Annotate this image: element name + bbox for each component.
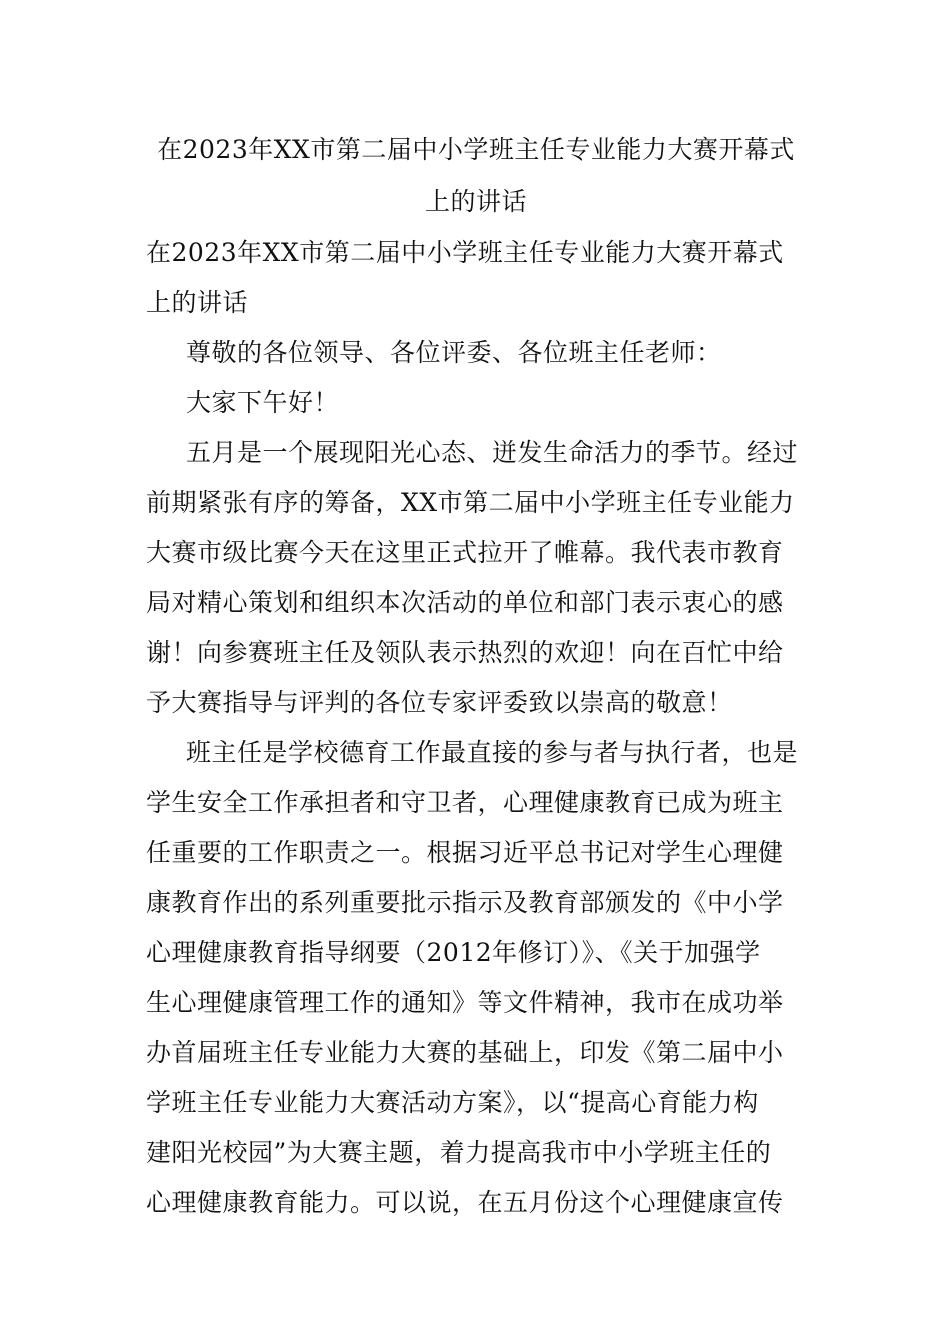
paragraph-line: 任重要的工作职责之一。根据习近平总书记对学生心理健	[146, 838, 784, 867]
paragraph-line: 局对精心策划和组织本次活动的单位和部门表示衷心的感	[146, 588, 784, 617]
paragraph-line: 办首届班主任专业能力大赛的基础上，印发《第二届中小	[146, 1038, 784, 1067]
paragraph-line: 大赛市级比赛今天在这里正式拉开了帷幕。我代表市教育	[146, 538, 784, 567]
paragraph-line: 前期紧张有序的筹备，XX市第二届中小学班主任专业能力	[146, 488, 795, 517]
paragraph-line: 建阳光校园”为大赛主题，着力提高我市中小学班主任的	[146, 1138, 772, 1167]
paragraph-line: 生心理健康管理工作的通知》等文件精神，我市在成功举	[146, 988, 784, 1017]
paragraph-line: 予大赛指导与评判的各位专家评委致以崇高的敬意！	[146, 688, 733, 717]
paragraph-line: 心理健康教育指导纲要（2012年修订）》、《关于加强学	[146, 938, 761, 967]
subtitle-line-2: 上的讲话	[146, 288, 249, 317]
paragraph-line: 康教育作出的系列重要批示指示及教育部颁发的《中小学	[146, 888, 784, 917]
greeting: 大家下午好！	[186, 388, 340, 417]
paragraph-line: 五月是一个展现阳光心态、迸发生命活力的季节。经过	[186, 438, 799, 467]
document-page	[146, 124, 806, 1228]
salutation: 尊敬的各位领导、各位评委、各位班主任老师：	[186, 338, 722, 367]
paragraph-2	[146, 728, 806, 1228]
document-title	[146, 124, 806, 228]
title-line-2: 上的讲话	[424, 187, 527, 216]
title-line-1: 在2023年XX市第二届中小学班主任专业能力大赛开幕式	[157, 135, 795, 164]
paragraph-line: 学生安全工作承担者和守卫者，心理健康教育已成为班主	[146, 788, 784, 817]
paragraph-line: 学班主任专业能力大赛活动方案》，以“提高心育能力构	[146, 1088, 759, 1117]
paragraph-line: 谢！向参赛班主任及领队表示热烈的欢迎！向在百忙中给	[146, 638, 784, 667]
paragraph-line: 班主任是学校德育工作最直接的参与者与执行者，也是	[186, 738, 799, 767]
document-subtitle	[146, 228, 806, 328]
paragraph-1	[146, 428, 806, 728]
subtitle-line-1: 在2023年XX市第二届中小学班主任专业能力大赛开幕式	[146, 238, 784, 267]
paragraph-line: 心理健康教育能力。可以说，在五月份这个心理健康宣传	[146, 1188, 784, 1217]
